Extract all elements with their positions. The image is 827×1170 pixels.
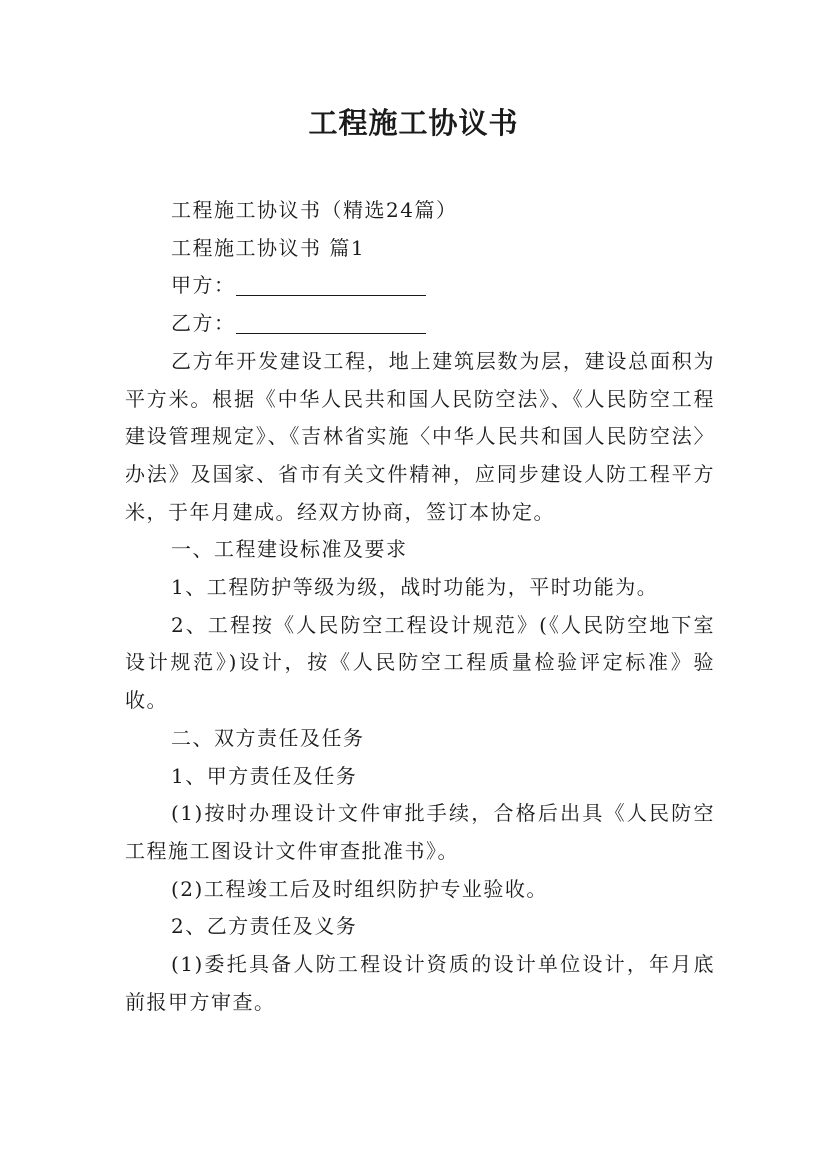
clause-paragraph: 2、工程按《人民防空工程设计规范》(《人民防空地下室设计规范》)设计，按《人民防空工程质量检验评定标准》验收。 [125, 612, 715, 713]
party-a-label: 甲方： [171, 273, 236, 298]
clause-paragraph: (1)按时办理设计文件审批手续，合格后出具《人民防空工程施工图设计文件审查批准书》。 [125, 801, 715, 863]
clause-paragraph: 1、甲方责任及任务 [171, 763, 358, 788]
clause-paragraph: (2)工程竣工后及时组织防护专业验收。 [171, 876, 548, 901]
document-body [125, 192, 715, 1021]
clause-heading: 一、工程建设标准及要求 [171, 537, 408, 562]
clause-paragraph: (1)委托具备人防工程设计资质的设计单位设计，年月底前报甲方审查。 [125, 952, 715, 1014]
subtitle-paragraph: 工程施工协议书（精选24篇） [171, 198, 458, 222]
clause-paragraph: 2、乙方责任及义务 [171, 914, 358, 939]
document-title: 工程施工协议书 [308, 106, 519, 140]
clause-paragraph: 1、工程防护等级为级，战时功能为，平时功能为。 [171, 575, 659, 600]
party-b-blank [236, 311, 426, 334]
clause-heading: 二、双方责任及任务 [171, 725, 365, 750]
section-heading-paragraph: 工程施工协议书 篇1 [171, 235, 366, 260]
party-a-blank [236, 273, 426, 296]
party-a-line [125, 267, 715, 305]
party-b-label: 乙方： [171, 311, 236, 336]
party-b-line [125, 305, 715, 343]
intro-paragraph: 乙方年开发建设工程，地上建筑层数为层，建设总面积为平方米。根据《中华人民共和国人民防空法》、《人民防空工程建设管理规定》、《吉林省实施〈中华人民共和国人民防空法〉办法》及国家、省市有关文件精神，应同步建设人防工程平方米，于年月建成。经双方协商，签订本协定。 [125, 348, 715, 524]
